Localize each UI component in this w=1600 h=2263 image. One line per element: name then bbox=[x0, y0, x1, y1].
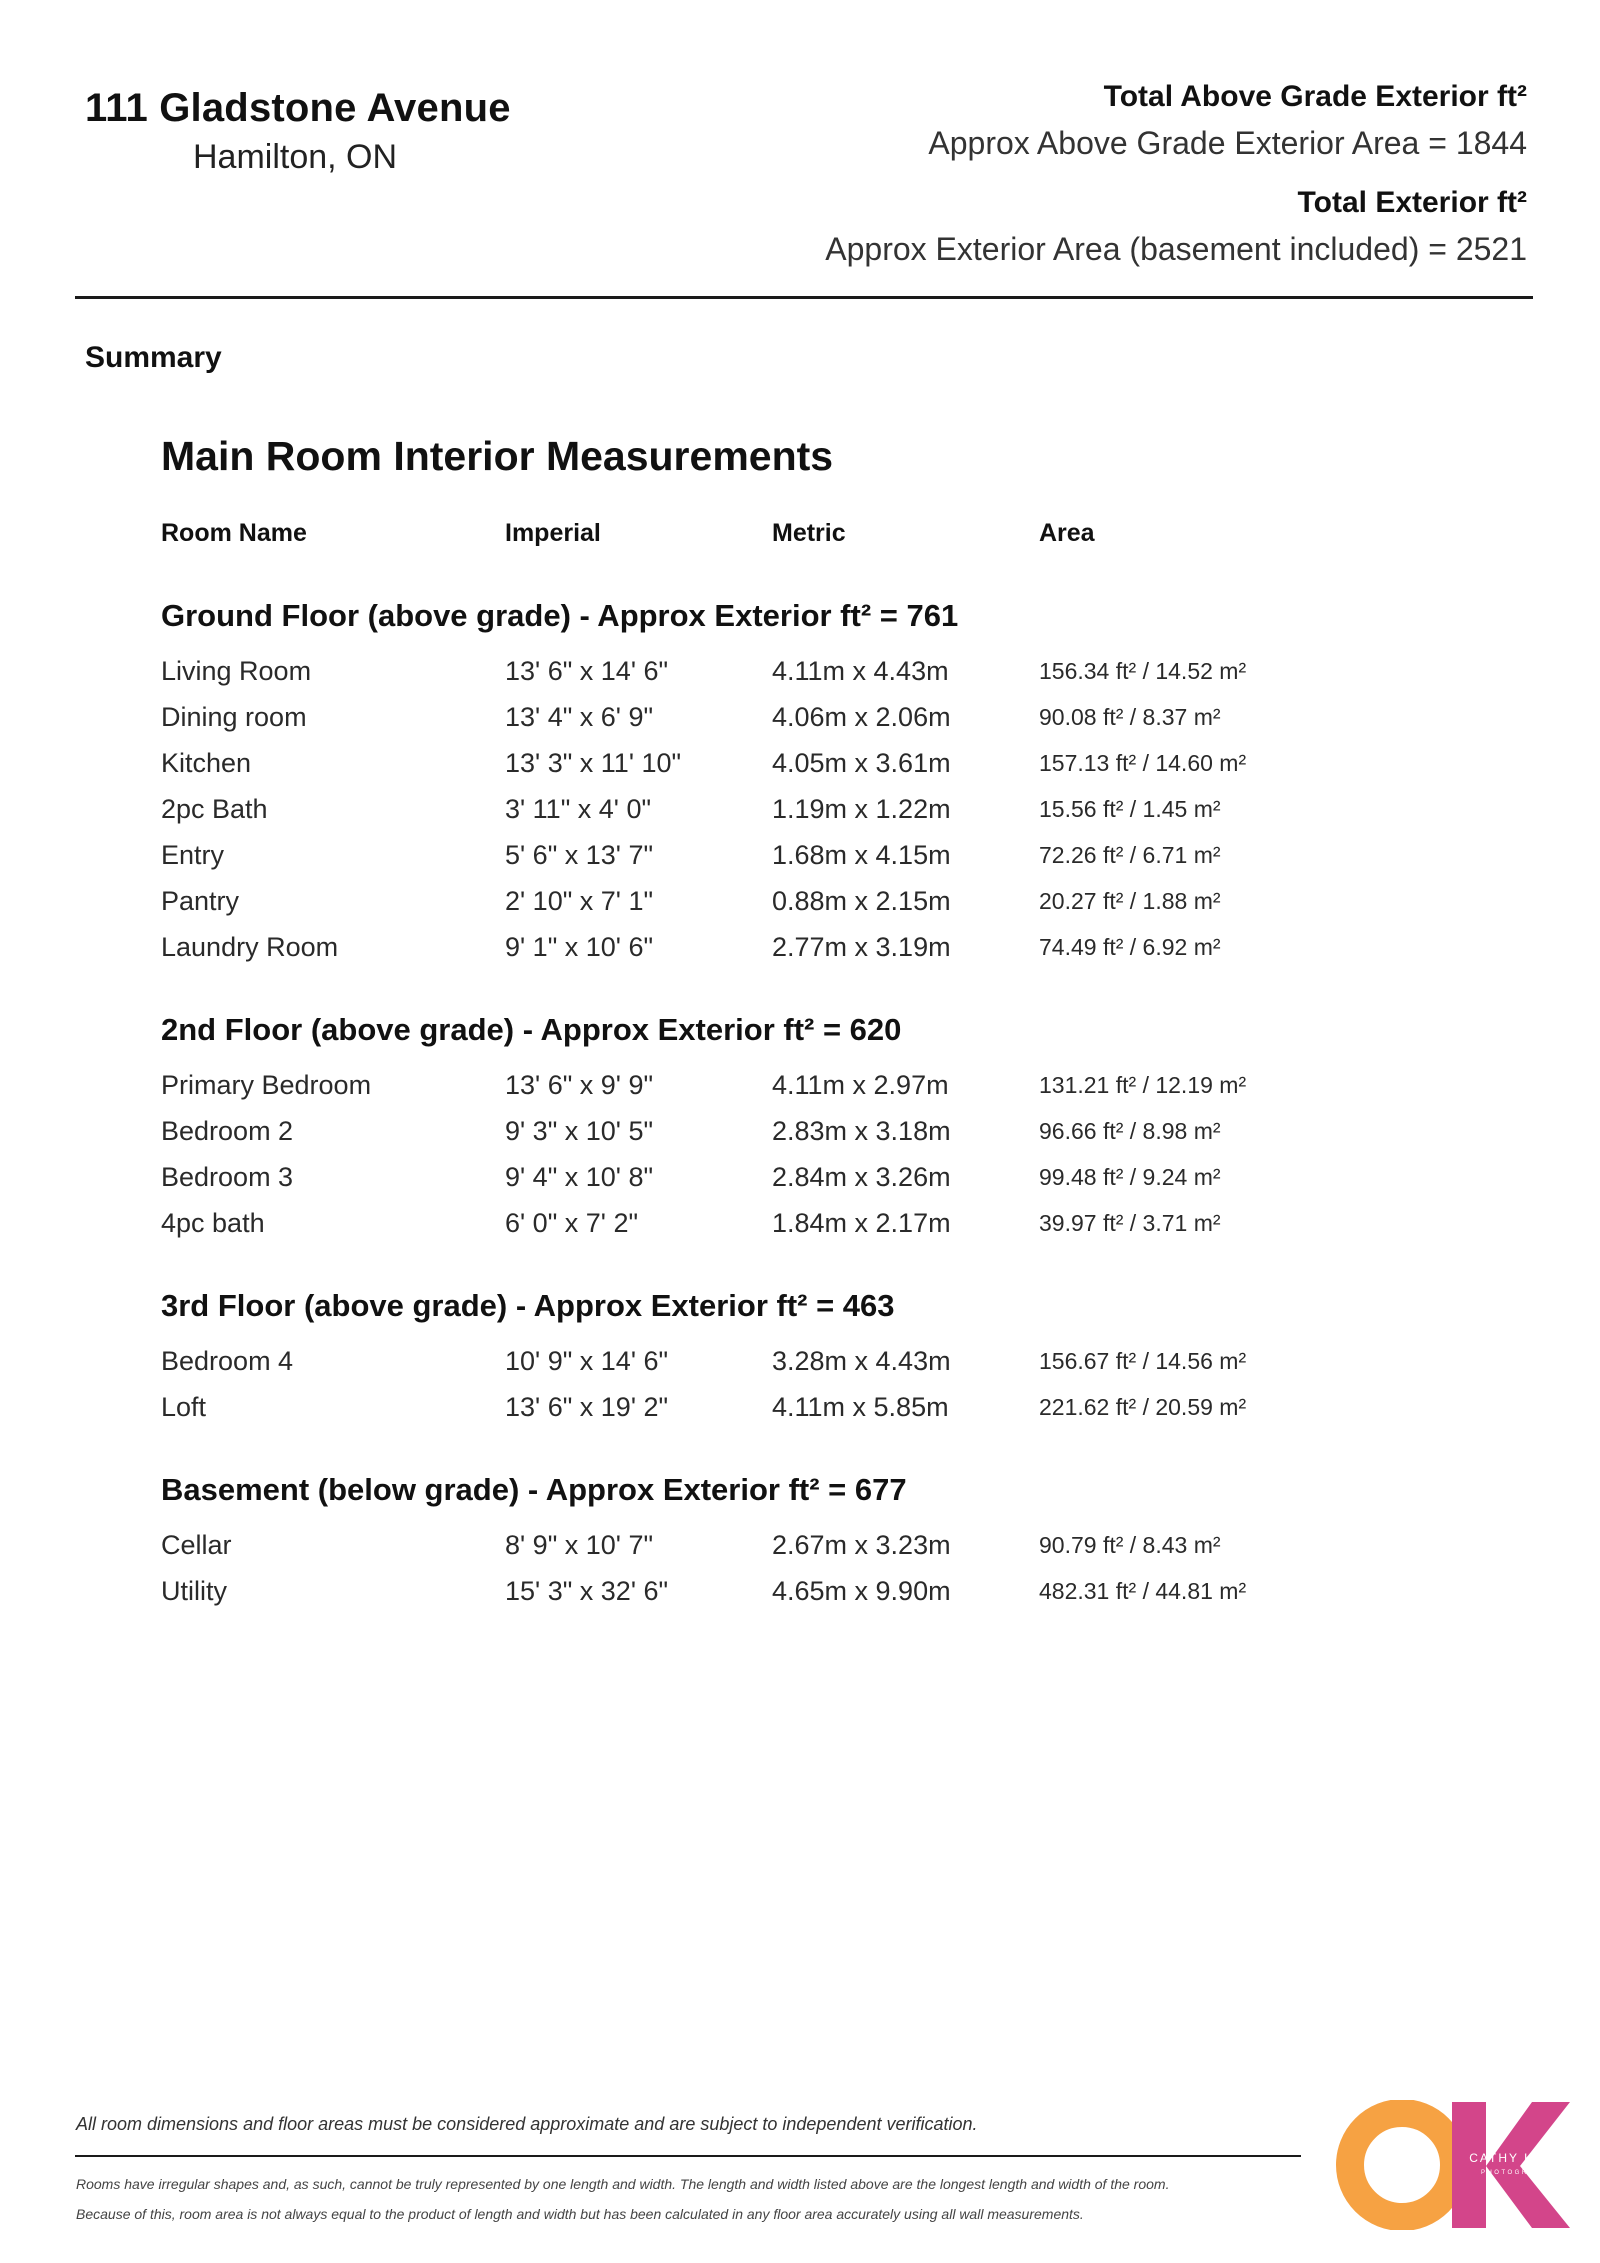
room-area: 39.97 ft² / 3.71 m² bbox=[1039, 1210, 1221, 1236]
footer-disclaimer: All room dimensions and floor areas must be considered approximate and are subject to independent verification. bbox=[76, 2114, 978, 2134]
floor-heading-second: 2nd Floor (above grade) - Approx Exterior ft² = 620 bbox=[161, 1012, 902, 1047]
floor-heading-third: 3rd Floor (above grade) - Approx Exterior ft² = 463 bbox=[161, 1288, 895, 1323]
room-name: Loft bbox=[161, 1392, 207, 1422]
room-imperial: 9' 1" x 10' 6" bbox=[505, 932, 654, 962]
logo-line1: CATHY KOOP bbox=[1469, 2151, 1567, 2165]
room-imperial: 13' 6" x 14' 6" bbox=[505, 656, 669, 686]
column-header-imperial: Imperial bbox=[505, 519, 601, 547]
room-area: 15.56 ft² / 1.45 m² bbox=[1039, 796, 1221, 822]
room-metric: 4.11m x 2.97m bbox=[772, 1070, 949, 1100]
footer-note-line1: Rooms have irregular shapes and, as such, cannot be truly represented by one length and width. The length and width listed above are the longest length and width of the room. bbox=[76, 2176, 1170, 2192]
room-name: Entry bbox=[161, 840, 225, 870]
room-name: Laundry Room bbox=[161, 932, 339, 962]
room-imperial: 13' 4" x 6' 9" bbox=[505, 702, 654, 732]
table-row bbox=[0, 1346, 1600, 1386]
room-name: Dining room bbox=[161, 702, 307, 732]
table-row bbox=[0, 1162, 1600, 1202]
room-name: 2pc Bath bbox=[161, 794, 268, 824]
section-title: Main Room Interior Measurements bbox=[161, 433, 834, 479]
table-row bbox=[0, 1530, 1600, 1570]
room-area: 156.67 ft² / 14.56 m² bbox=[1039, 1348, 1247, 1374]
room-metric: 4.65m x 9.90m bbox=[772, 1576, 951, 1606]
table-row bbox=[0, 748, 1600, 788]
property-city: Hamilton, ON bbox=[193, 138, 398, 176]
room-area: 72.26 ft² / 6.71 m² bbox=[1039, 842, 1221, 868]
room-name: Bedroom 3 bbox=[161, 1162, 294, 1192]
room-metric: 3.28m x 4.43m bbox=[772, 1346, 951, 1376]
room-metric: 4.06m x 2.06m bbox=[772, 702, 951, 732]
table-row bbox=[0, 702, 1600, 742]
logo-o-mark bbox=[1350, 2113, 1454, 2217]
cathy-koop-logo bbox=[1336, 2100, 1572, 2230]
floor-heading-basement: Basement (below grade) - Approx Exterior ft² = 677 bbox=[161, 1472, 907, 1507]
room-imperial: 2' 10" x 7' 1" bbox=[505, 886, 654, 916]
header-divider bbox=[75, 296, 1533, 299]
column-header-metric: Metric bbox=[772, 519, 846, 547]
room-name: Cellar bbox=[161, 1530, 232, 1560]
room-area: 157.13 ft² / 14.60 m² bbox=[1039, 750, 1247, 776]
table-row bbox=[0, 886, 1600, 926]
table-row bbox=[0, 656, 1600, 696]
room-name: 4pc bath bbox=[161, 1208, 265, 1238]
room-area: 20.27 ft² / 1.88 m² bbox=[1039, 888, 1221, 914]
room-name: Kitchen bbox=[161, 748, 252, 778]
room-name: Bedroom 2 bbox=[161, 1116, 294, 1146]
room-area: 221.62 ft² / 20.59 m² bbox=[1039, 1394, 1247, 1420]
room-area: 90.08 ft² / 8.37 m² bbox=[1039, 704, 1221, 730]
table-row bbox=[0, 794, 1600, 834]
room-imperial: 5' 6" x 13' 7" bbox=[505, 840, 654, 870]
room-imperial: 9' 4" x 10' 8" bbox=[505, 1162, 654, 1192]
room-metric: 2.83m x 3.18m bbox=[772, 1116, 951, 1146]
above-grade-title: Total Above Grade Exterior ft² bbox=[1103, 80, 1527, 113]
room-imperial: 13' 3" x 11' 10" bbox=[505, 748, 682, 778]
total-exterior-area: Approx Exterior Area (basement included) = 2521 bbox=[825, 231, 1527, 267]
table-row bbox=[0, 1070, 1600, 1110]
room-metric: 4.11m x 4.43m bbox=[772, 656, 949, 686]
room-name: Pantry bbox=[161, 886, 240, 916]
room-metric: 4.05m x 3.61m bbox=[772, 748, 951, 778]
property-address: 111 Gladstone Avenue bbox=[85, 86, 511, 130]
table-row bbox=[0, 1576, 1600, 1616]
room-metric: 2.67m x 3.23m bbox=[772, 1530, 951, 1560]
room-area: 156.34 ft² / 14.52 m² bbox=[1039, 658, 1247, 684]
table-row bbox=[0, 1208, 1600, 1248]
room-imperial: 15' 3" x 32' 6" bbox=[505, 1576, 669, 1606]
room-area: 131.21 ft² / 12.19 m² bbox=[1039, 1072, 1247, 1098]
table-row bbox=[0, 1116, 1600, 1156]
room-area: 482.31 ft² / 44.81 m² bbox=[1039, 1578, 1247, 1604]
column-header-area: Area bbox=[1039, 519, 1095, 547]
room-name: Living Room bbox=[161, 656, 312, 686]
room-metric: 4.11m x 5.85m bbox=[772, 1392, 949, 1422]
room-metric: 1.68m x 4.15m bbox=[772, 840, 951, 870]
room-area: 96.66 ft² / 8.98 m² bbox=[1039, 1118, 1221, 1144]
room-imperial: 13' 6" x 9' 9" bbox=[505, 1070, 654, 1100]
table-row bbox=[0, 1392, 1600, 1432]
room-name: Primary Bedroom bbox=[161, 1070, 372, 1100]
room-metric: 2.77m x 3.19m bbox=[772, 932, 951, 962]
room-imperial: 9' 3" x 10' 5" bbox=[505, 1116, 654, 1146]
footer-divider bbox=[75, 2155, 1301, 2157]
room-imperial: 10' 9" x 14' 6" bbox=[505, 1346, 669, 1376]
room-imperial: 8' 9" x 10' 7" bbox=[505, 1530, 654, 1560]
room-metric: 0.88m x 2.15m bbox=[772, 886, 951, 916]
room-metric: 1.84m x 2.17m bbox=[772, 1208, 951, 1238]
table-row bbox=[0, 840, 1600, 880]
table-row bbox=[0, 932, 1600, 972]
summary-label: Summary bbox=[85, 341, 222, 374]
column-header-room-name: Room Name bbox=[161, 519, 307, 547]
room-imperial: 13' 6" x 19' 2" bbox=[505, 1392, 669, 1422]
total-exterior-title: Total Exterior ft² bbox=[1297, 186, 1527, 219]
logo-line2: PHOTOGRAPHY bbox=[1480, 2170, 1556, 2176]
room-area: 74.49 ft² / 6.92 m² bbox=[1039, 934, 1221, 960]
logo-k-mark bbox=[1452, 2102, 1570, 2228]
room-metric: 1.19m x 1.22m bbox=[772, 794, 951, 824]
room-area: 99.48 ft² / 9.24 m² bbox=[1039, 1164, 1221, 1190]
room-name: Bedroom 4 bbox=[161, 1346, 294, 1376]
room-metric: 2.84m x 3.26m bbox=[772, 1162, 951, 1192]
room-name: Utility bbox=[161, 1576, 227, 1606]
above-grade-area: Approx Above Grade Exterior Area = 1844 bbox=[928, 125, 1527, 161]
footer-note-line2: Because of this, room area is not always equal to the product of length and width but has been calculated in any floor area accurately using all wall measurements. bbox=[76, 2206, 1084, 2222]
room-imperial: 6' 0" x 7' 2" bbox=[505, 1208, 639, 1238]
room-imperial: 3' 11" x 4' 0" bbox=[505, 794, 652, 824]
floor-heading-ground: Ground Floor (above grade) - Approx Exterior ft² = 761 bbox=[161, 598, 959, 633]
room-area: 90.79 ft² / 8.43 m² bbox=[1039, 1532, 1221, 1558]
